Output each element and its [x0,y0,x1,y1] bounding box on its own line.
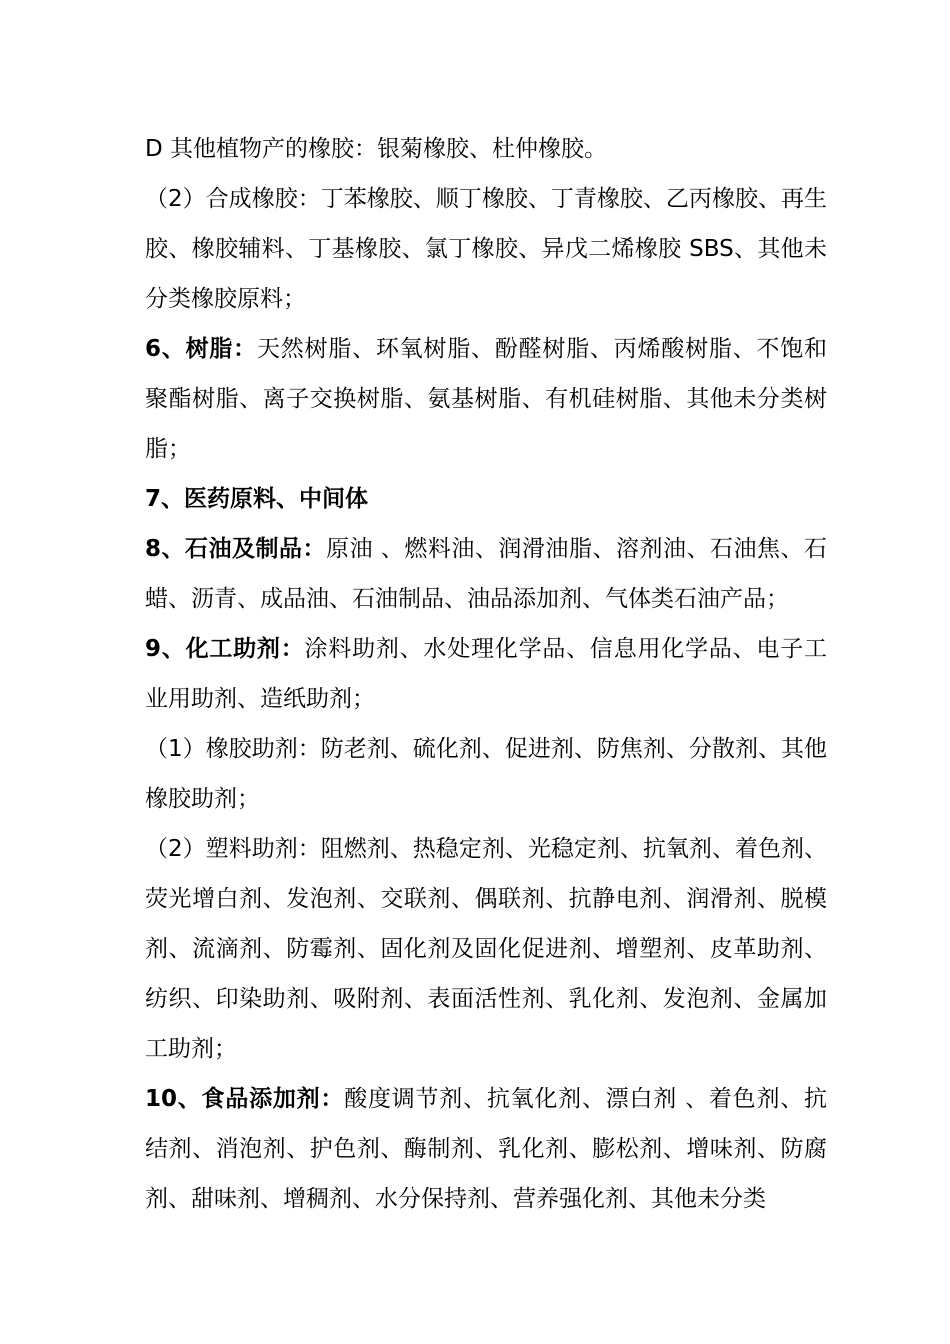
section-heading: 7、医药原料、中间体 [145,486,369,512]
paragraph-other-plant-rubber [145,124,827,174]
paragraph-text: 涂料助剂、水处理化学品、信息用化学品、电子工业用助剂、造纸助剂； [145,636,827,712]
paragraph-resin [145,324,827,474]
paragraph-text: 天然树脂、环氧树脂、酚醛树脂、丙烯酸树脂、不饱和聚酯树脂、离子交换树脂、氨基树脂、有机硅树脂、其他未分类树脂； [145,336,827,462]
paragraph-plastic-additives [145,824,827,1074]
section-heading: 9、化工助剂： [145,636,305,662]
paragraph-synthetic-rubber [145,174,827,324]
paragraph-text: （1）橡胶助剂：防老剂、硫化剂、促进剂、防焦剂、分散剂、其他橡胶助剂； [145,736,827,812]
paragraph-pharma [145,474,827,524]
paragraph-text: D 其他植物产的橡胶：银菊橡胶、杜仲橡胶。 [145,136,608,162]
paragraph-text: 酸度调节剂、抗氧化剂、漂白剂 、着色剂、抗结剂、消泡剂、护色剂、酶制剂、乳化剂、膨松剂、增味剂、防腐剂、甜味剂、增稠剂、水分保持剂、营养强化剂、其他未分类 [145,1086,827,1212]
paragraph-text: （2）塑料助剂：阻燃剂、热稳定剂、光稳定剂、抗氧剂、着色剂、荧光增白剂、发泡剂、交联剂、偶联剂、抗静电剂、润滑剂、脱模剂、流滴剂、防霉剂、固化剂及固化促进剂、增塑剂、皮革助剂、纺织、印染助剂、吸附剂、表面活性剂、乳化剂、发泡剂、金属加工助剂； [145,836,827,1062]
paragraph-rubber-additives [145,724,827,824]
paragraph-text: 原油 、燃料油、润滑油脂、溶剂油、石油焦、石蜡、沥青、成品油、石油制品、油品添加剂、气体类石油产品； [145,536,827,612]
section-heading: 8、石油及制品： [145,536,327,562]
paragraph-text: （2）合成橡胶：丁苯橡胶、顺丁橡胶、丁青橡胶、乙丙橡胶、再生胶、橡胶辅料、丁基橡胶、氯丁橡胶、异戊二烯橡胶 SBS、其他未分类橡胶原料； [145,186,827,312]
paragraph-chemical-additives [145,624,827,724]
document-body [145,124,827,1224]
paragraph-petroleum [145,524,827,624]
section-heading: 6、树脂： [145,336,257,362]
paragraph-food-additives [145,1074,827,1224]
section-heading: 10、食品添加剂： [145,1086,345,1112]
